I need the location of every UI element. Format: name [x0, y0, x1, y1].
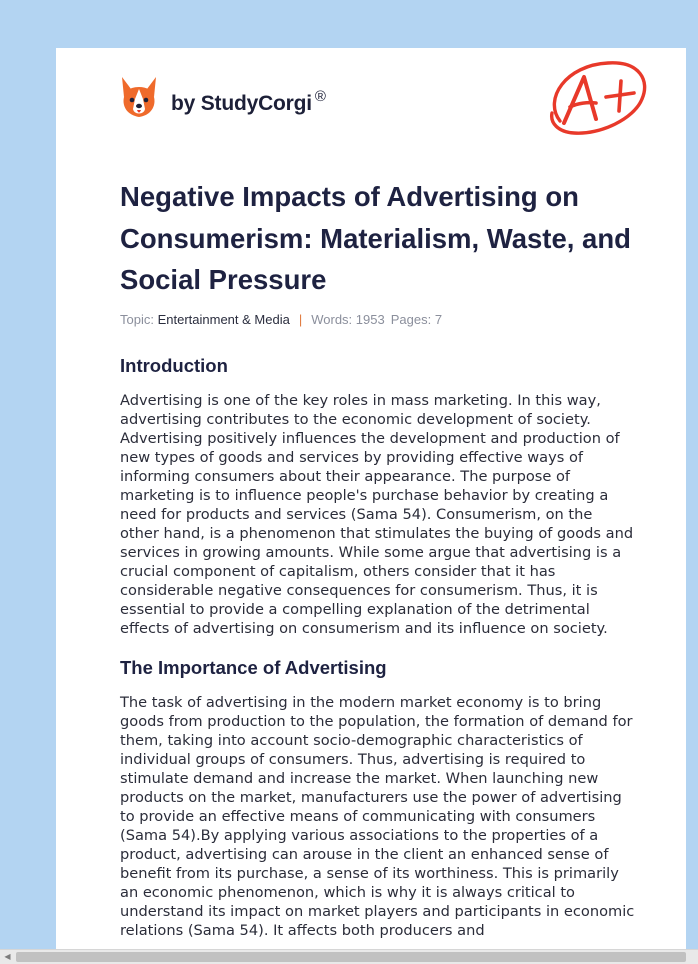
- scrollbar-thumb[interactable]: [16, 952, 686, 962]
- studycorgi-logo[interactable]: [120, 75, 326, 119]
- document-page: [56, 48, 686, 964]
- meta-separator: |: [298, 312, 303, 327]
- article-title: Negative Impacts of Advertising on Consumerism: Materialism, Waste, and Social Pressure: [120, 181, 631, 295]
- section-heading-introduction: Introduction: [120, 355, 228, 376]
- pages-label: Pages:: [390, 312, 432, 327]
- topic-link[interactable]: Entertainment & Media: [157, 312, 290, 327]
- horizontal-scrollbar[interactable]: [0, 949, 698, 964]
- corgi-icon: [120, 75, 158, 119]
- registered-mark: ®: [314, 88, 326, 105]
- section-body-importance: The task of advertising in the modern market economy is to bring goods from production to the population, the formation of demand for them, taking into account socio-demographic characteristics of individual groups of consumers. Thus, advertising is required to stimulate demand and increase the market. When launching new products on the market, manufacturers use the power of advertising to provide an effective means of communicating with consumers (Sama 54).By applying various associations to the properties of a product, advertising can arouse in the client an enhanced sense of benefit from its purchase, a sense of its worthiness. This is primarily an economic phenomenon, which is why it is always critical to understand its impact on market players and participants in economic relations (Sama 54). It affects both producers and: [120, 694, 635, 939]
- topic-label: Topic:: [120, 312, 154, 327]
- words-count: 1953: [355, 312, 385, 327]
- a-plus-grade-icon: [538, 59, 650, 141]
- words-label: Words:: [311, 312, 353, 327]
- article-meta: [120, 312, 442, 327]
- pages-count: 7: [434, 312, 443, 327]
- grade-a-plus-badge: [538, 59, 650, 145]
- section-heading-importance: The Importance of Advertising: [120, 657, 387, 678]
- section-body-introduction: Advertising is one of the key roles in mass marketing. In this way, advertising contributes to the economic development of society. Advertising positively influences the development and production of new types of goods and services by providing effective ways of informing consumers about their appearance. The purpose of marketing is to influence people's purchase behavior by creating a need for products and services (Sama 54). Consumerism, on the other hand, is a phenomenon that stimulates the buying of goods and services in growing amounts. While some argue that advertising is a crucial component of capitalism, others consider that it has considerable negative consequences for consumerism. Thus, it is essential to provide a compelling explanation of the detrimental effects of advertising on consumerism and its influence on society.: [120, 392, 634, 637]
- scroll-left-arrow-icon[interactable]: ◀: [4, 952, 11, 961]
- brand-name: by StudyCorgi ®: [171, 88, 326, 115]
